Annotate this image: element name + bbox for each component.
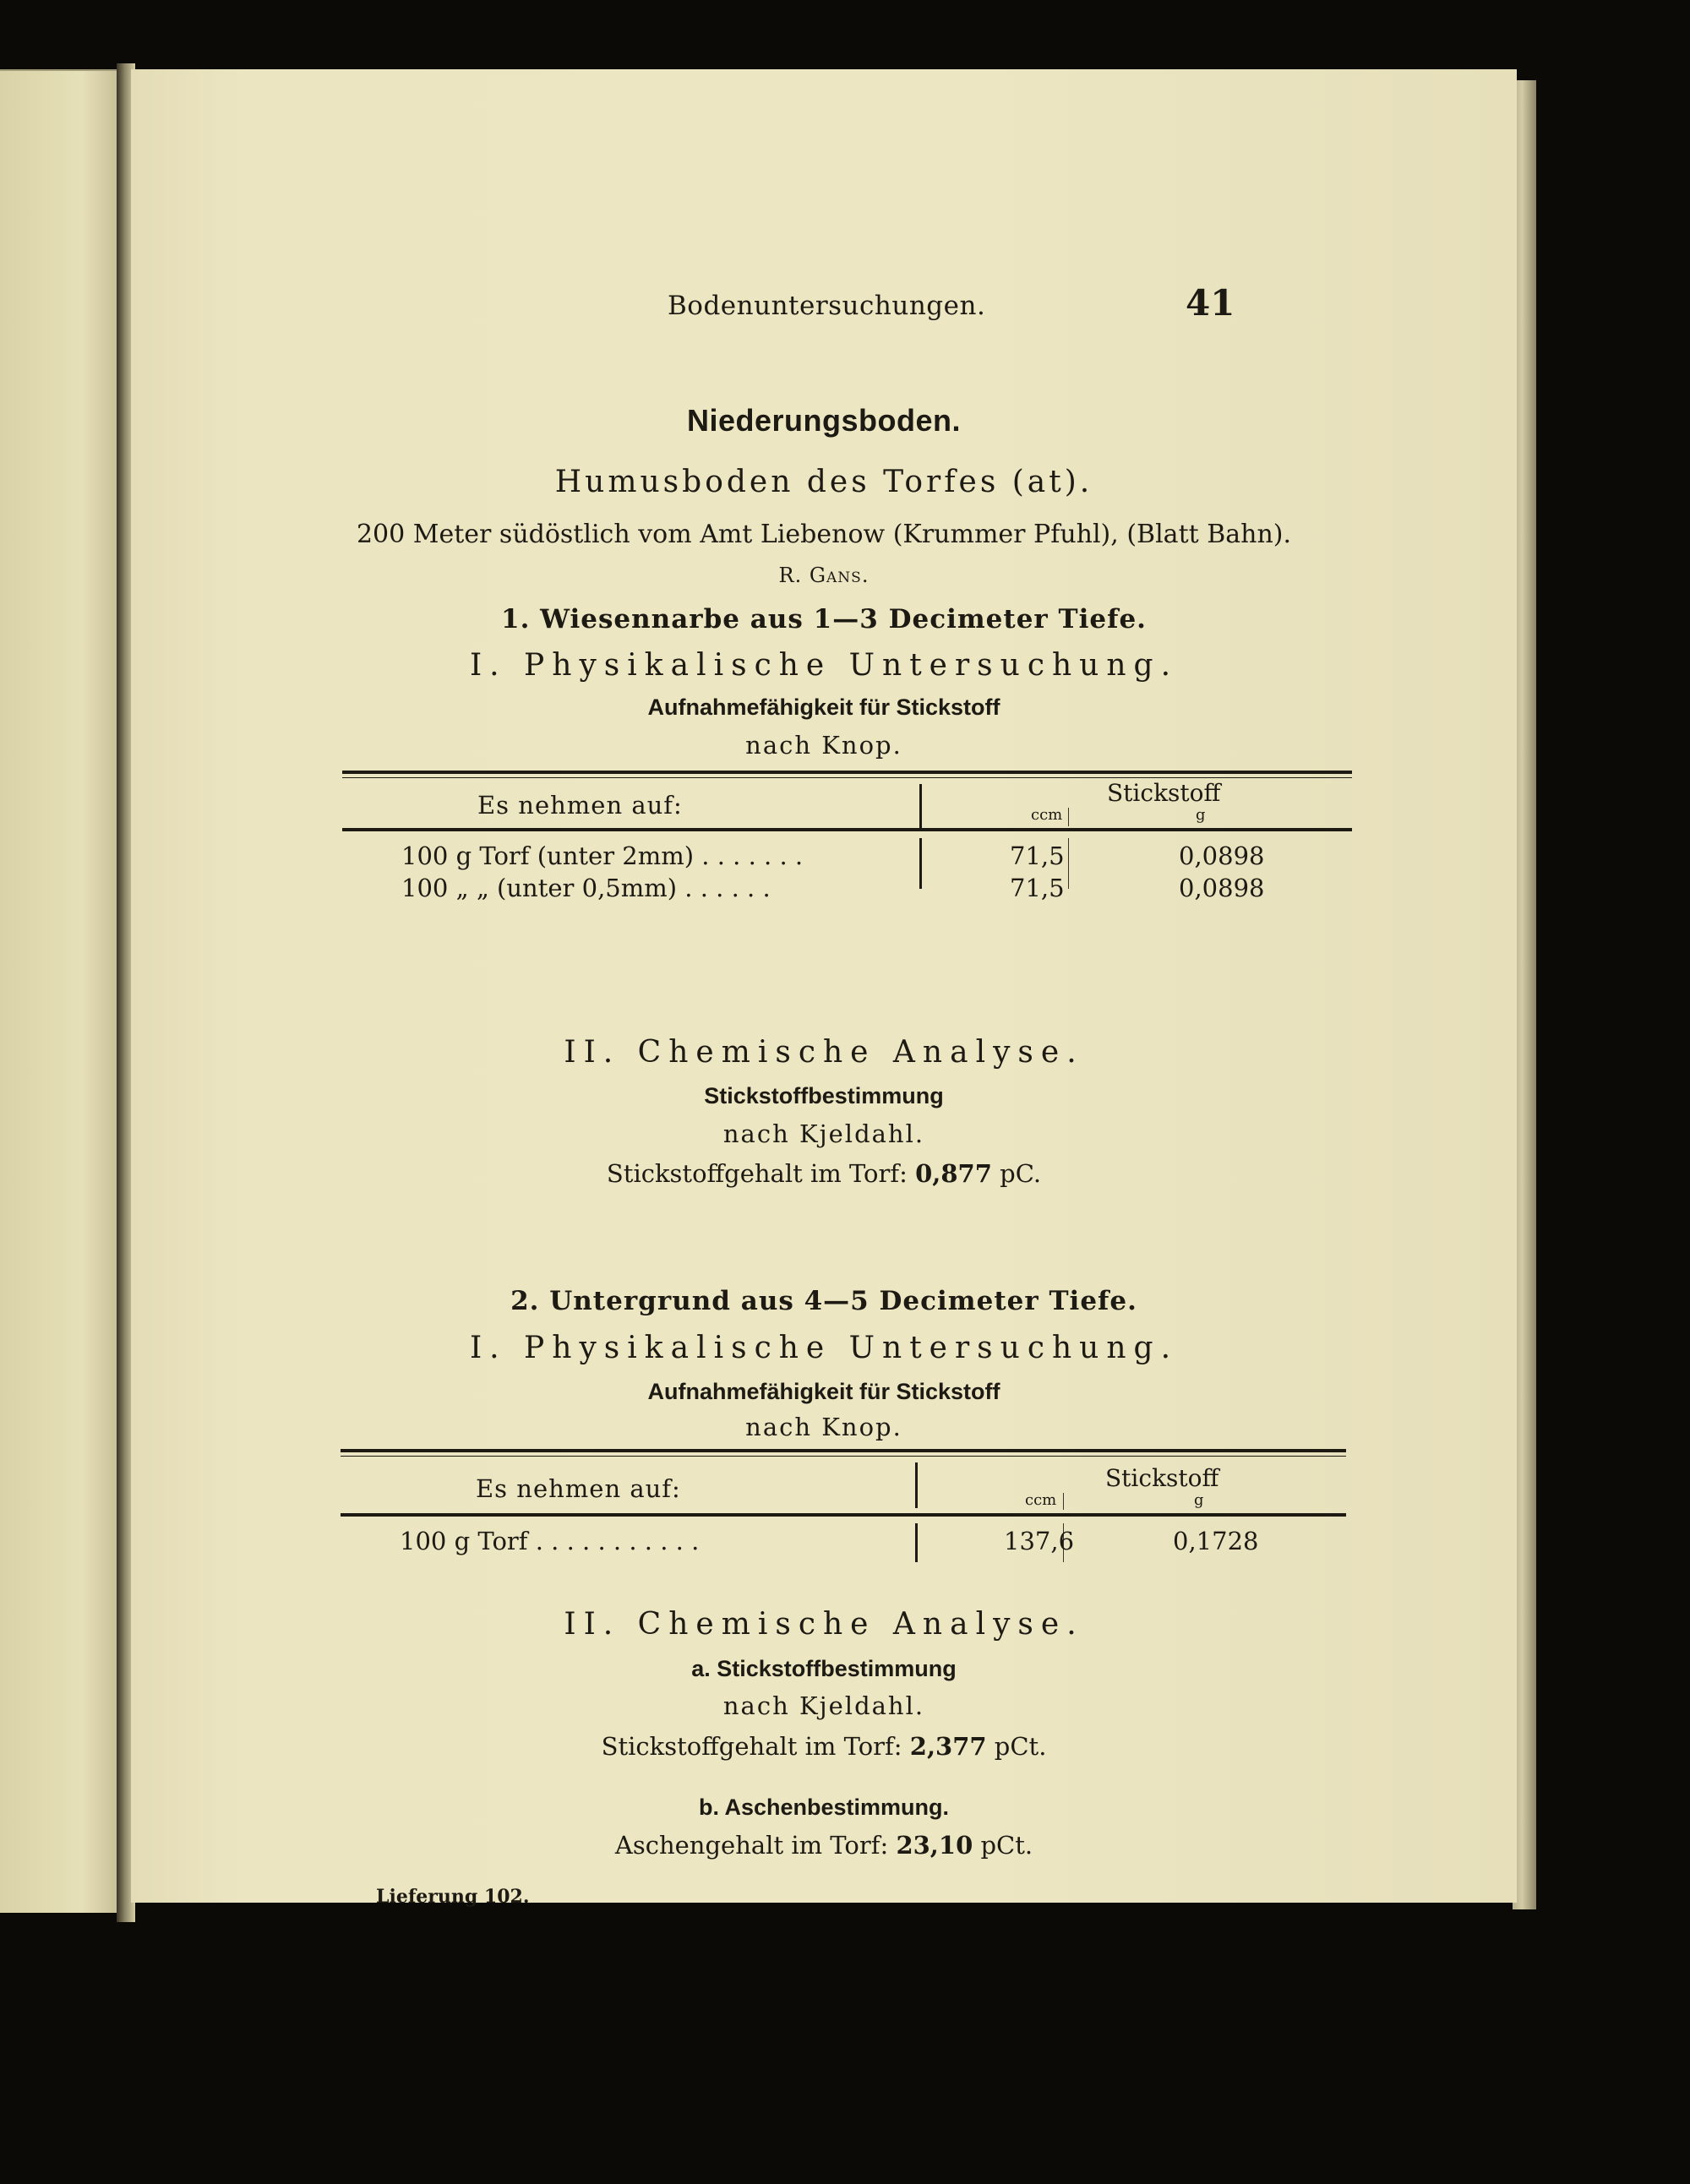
section-1-chemical-subheading: Stickstoffbestimmung (704, 1083, 944, 1108)
section-1-method: nach Knop. (745, 731, 902, 760)
footer-signature: Lieferung 102. (376, 1886, 530, 1908)
unit-divider (1063, 1493, 1064, 1510)
page-number: 41 (1186, 282, 1235, 324)
section-2-table (341, 1449, 1346, 1567)
section-1-table (342, 771, 1352, 902)
section-2-a-result (131, 1732, 1517, 1761)
section-2-b-heading: b. Aschenbestimmung. (698, 1795, 950, 1820)
table-cell-g: 0,0898 (1179, 841, 1265, 870)
table-top-rule (341, 1449, 1346, 1452)
table-header-rule (341, 1513, 1346, 1517)
result-unit: pCt. (980, 1831, 1033, 1860)
unit-ccm: ccm (1025, 1491, 1057, 1509)
section-1-chemical-heading: II. Chemische Analyse. (564, 1035, 1084, 1070)
running-head: Bodenuntersuchungen. (668, 291, 986, 321)
left-page-edge (0, 69, 117, 1913)
section-2-method: nach Knop. (745, 1413, 902, 1441)
group-header-stickstoff: Stickstoff (1107, 779, 1221, 807)
table-divider-body (919, 838, 922, 889)
author: R. Gans. (778, 564, 870, 587)
section-1-chemical-method: nach Kjeldahl. (722, 1119, 925, 1148)
section-1-physical-heading: I. Physikalische Untersuchung. (469, 648, 1179, 683)
result-label: Aschengehalt im Torf: (614, 1831, 889, 1860)
location-line: 200 Meter südöstlich vom Amt Liebenow (Krummer Pfuhl), (Blatt Bahn). (356, 520, 1292, 549)
section-2-a-heading: a. Stickstoffbestimmung (691, 1656, 957, 1681)
result-value: 0,877 (915, 1159, 992, 1188)
table-divider-body (915, 1523, 918, 1562)
table-cell-ccm: 71,5 (1010, 841, 1065, 870)
table-cell-ccm: 71,5 (1010, 874, 1065, 902)
section-2-heading: 2. Untergrund aus 4—5 Decimeter Tiefe. (510, 1286, 1137, 1316)
table-top-rule-thin (342, 777, 1352, 778)
table-cell-g: 0,0898 (1179, 874, 1265, 902)
unit-g: g (1196, 806, 1206, 824)
result-unit: pCt. (994, 1732, 1047, 1761)
section-2-b-result (131, 1831, 1517, 1860)
table-top-rule-thin (341, 1456, 1346, 1457)
book-page (131, 69, 1517, 1908)
group-header-stickstoff: Stickstoff (1105, 1464, 1219, 1492)
table-divider (919, 784, 922, 831)
table-row-label: 100 g Torf (unter 2mm) . . . . . . . (401, 841, 804, 870)
table-cell-g: 0,1728 (1173, 1527, 1259, 1555)
section-2-chemical-heading: II. Chemische Analyse. (564, 1607, 1084, 1642)
table-row-label: 100 „ „ (unter 0,5mm) . . . . . . (401, 874, 771, 902)
col-header: Es nehmen auf: (477, 791, 683, 820)
result-label: Stickstoffgehalt im Torf: (601, 1732, 902, 1761)
table-cell-ccm: 137,6 (1004, 1527, 1075, 1555)
section-2-a-method: nach Kjeldahl. (722, 1691, 925, 1720)
section-1-heading: 1. Wiesennarbe aus 1—3 Decimeter Tiefe. (501, 604, 1147, 635)
unit-ccm: ccm (1031, 806, 1063, 824)
result-value: 2,377 (909, 1732, 987, 1761)
unit-divider (1068, 808, 1069, 826)
page-title: Niederungsboden. (686, 403, 962, 438)
section-1-physical-subheading: Aufnahmefähigkeit für Stickstoff (647, 694, 1000, 720)
table-header-rule (342, 828, 1352, 831)
result-unit: pC. (1000, 1159, 1042, 1188)
result-value: 23,10 (896, 1831, 973, 1860)
result-label: Stickstoffgehalt im Torf: (606, 1159, 908, 1188)
col-header: Es nehmen auf: (476, 1474, 681, 1503)
table-top-rule (342, 771, 1352, 774)
section-2-physical-subheading: Aufnahmefähigkeit für Stickstoff (647, 1379, 1000, 1404)
unit-g: g (1194, 1491, 1204, 1509)
section-2-physical-heading: I. Physikalische Untersuchung. (469, 1331, 1179, 1365)
table-row-label: 100 g Torf . . . . . . . . . . . (400, 1527, 700, 1555)
table-divider-units (1068, 838, 1069, 889)
section-1-result (131, 1159, 1517, 1188)
table-divider (915, 1462, 918, 1508)
subtitle: Humusboden des Torfes (at). (554, 465, 1093, 499)
